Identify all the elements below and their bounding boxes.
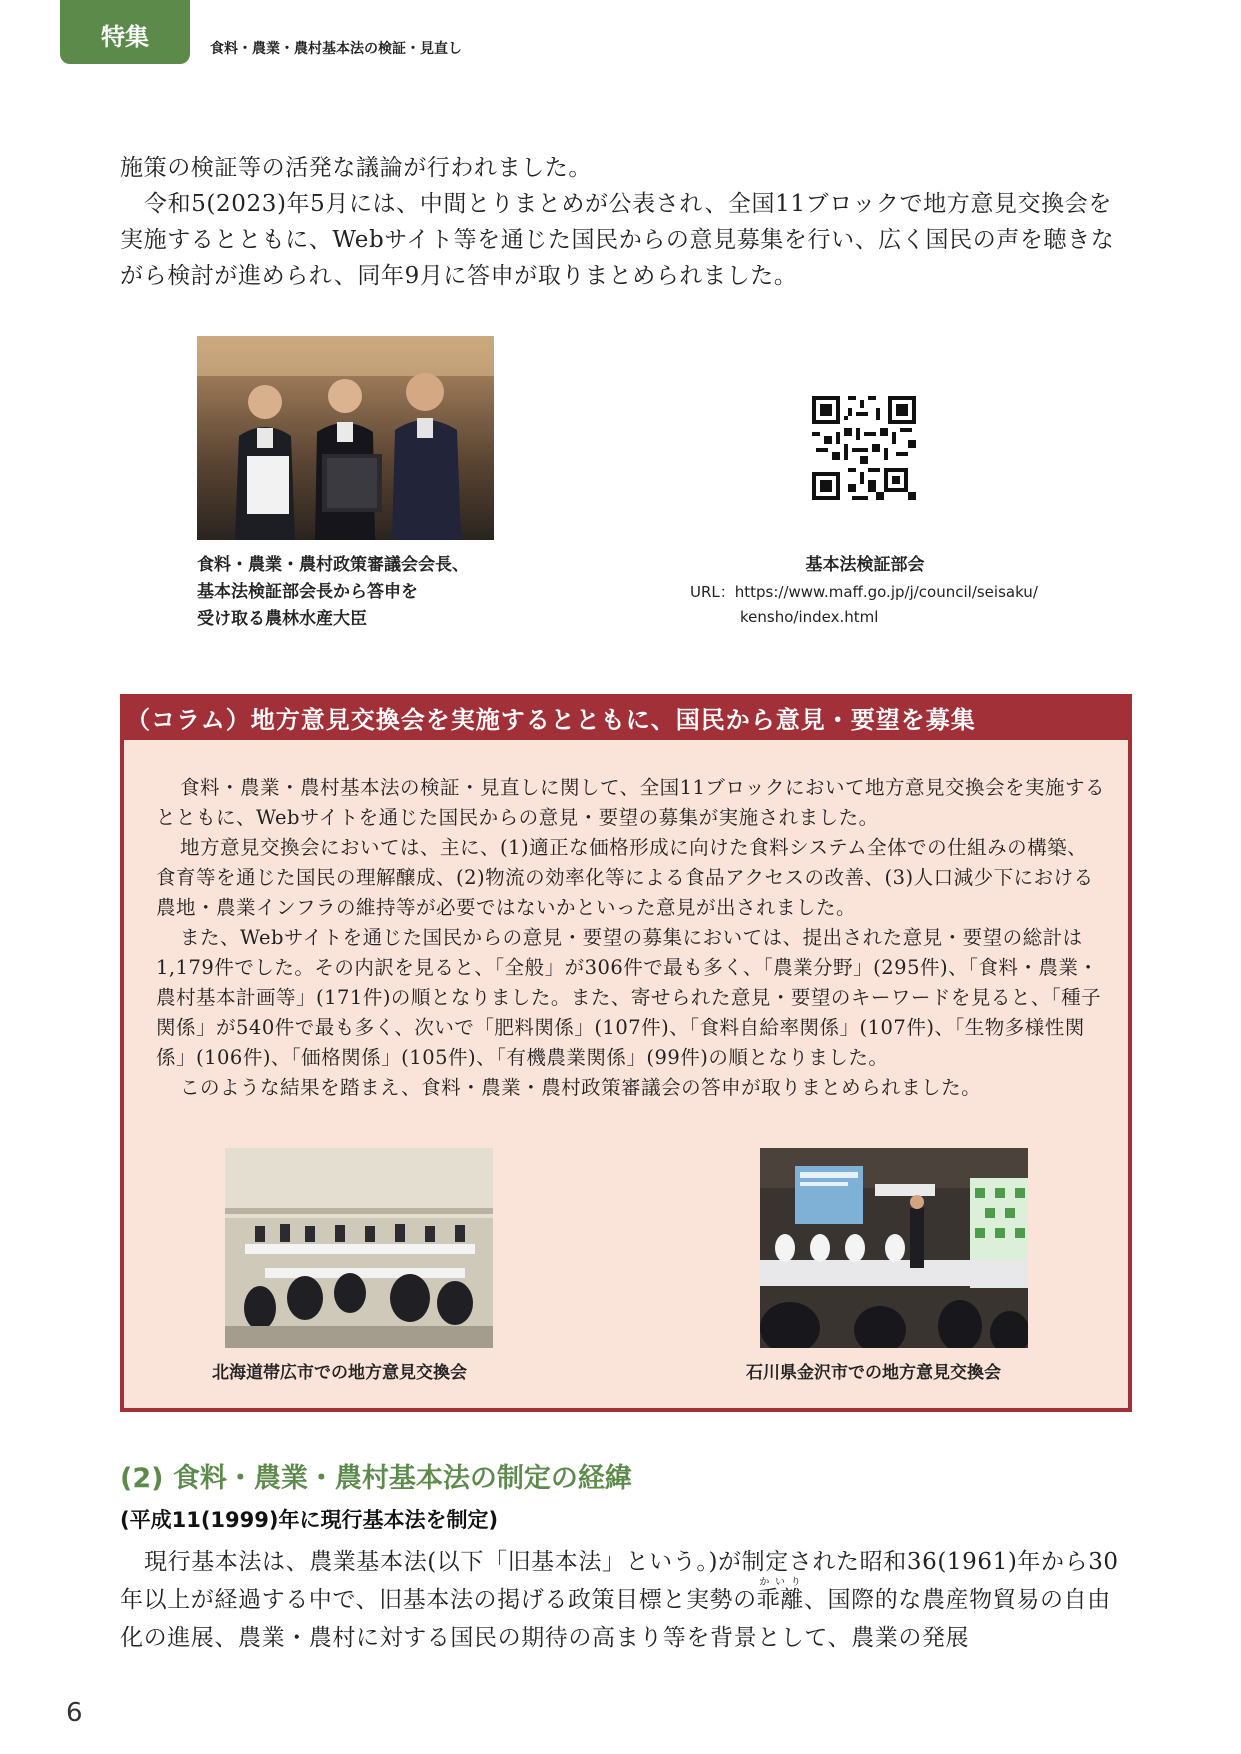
- column-paragraph-2: 地方意見交換会においては、主に、(1)適正な価格形成に向けた食料システム全体での仕組みの構築、食育等を通じた国民の理解醸成、(2)物流の効率化等による食品アクセスの改善、(3)人口減少下における農地・農業インフラの維持等が必要ではないかといった意見が出されました。: [156, 836, 1094, 919]
- ruby-reading: かいり: [756, 1577, 804, 1588]
- qr-title: 基本法検証部会: [805, 555, 925, 575]
- obihiro-meeting-photo: [225, 1148, 493, 1348]
- feature-tab-label: 特集: [101, 22, 149, 51]
- section-subheading: (平成11(1999)年に現行基本法を制定): [120, 1508, 499, 1532]
- qr-url[interactable]: [690, 580, 1050, 630]
- body-text-a: 現行基本法は、農業基本法(以下「旧基本法」という。)が制定された昭和36(1961)年から30年以上が経過する中で、旧基本法の掲げる政策目標と実勢の: [120, 1549, 1119, 1613]
- column-text: [156, 773, 1106, 1103]
- running-title: 食料・農業・農村基本法の検証・見直し: [210, 41, 462, 57]
- ceremony-caption: [197, 552, 469, 633]
- kanazawa-caption: 石川県金沢市での地方意見交換会: [746, 1363, 1001, 1383]
- column-paragraph-4: このような結果を踏まえ、食料・農業・農村政策審議会の答申が取りまとめられました。: [180, 1076, 982, 1099]
- column-paragraph-1: 食料・農業・農村基本法の検証・見直しに関して、全国11ブロックにおいて地方意見交換会を実施するとともに、Webサイトを通じた国民からの意見・要望の募集が実施されました。: [156, 776, 1106, 829]
- feature-tab: [60, 0, 190, 64]
- intro-paragraph-1: 施策の検証等の活発な議論が行われました。: [120, 155, 592, 181]
- obihiro-caption: 北海道帯広市での地方意見交換会: [212, 1363, 467, 1383]
- page-number: 6: [66, 1698, 83, 1728]
- caption-line: 受け取る農林水産大臣: [197, 609, 367, 629]
- caption-line: 基本法検証部会長から答申を: [197, 582, 418, 602]
- ceremony-photo: [197, 336, 494, 540]
- section-body: [120, 1543, 1120, 1657]
- column-heading: （コラム）地方意見交換会を実施するとともに、国民から意見・要望を募集: [120, 694, 1132, 740]
- ruby-base: 乖離: [756, 1587, 804, 1613]
- column-paragraph-3: また、Webサイトを通じた国民からの意見・要望の募集においては、提出された意見・要望の総計は1,179件でした。その内訳を見ると、「全般」が306件で最も多く、「農業分野」(295件)、「食料・農業・農村基本計画等」(171件)の順となりました。また、寄せられた意見・要望のキーワードを見ると、「種子関係」が540件で最も多く、次いで「肥料関係」(107件)、「食料自給率関係」(107件)、「生物多様性関係」(106件)、「価格関係」(105件)、「有機農業関係」(99件)の順となりました。: [156, 926, 1102, 1069]
- body-text-b: 、国際的な農産物貿易の自由化の進展、農業・農村に対する国民の期待の高まり等を背景として、農業の発展: [120, 1587, 1111, 1651]
- kanazawa-meeting-photo: [760, 1148, 1028, 1348]
- intro-paragraph-2: 令和5(2023)年5月には、中間とりまとめが公表され、全国11ブロックで地方意見交換会を実施するとともに、Webサイト等を通じた国民からの意見募集を行い、広く国民の声を聴きながら検討が進められ、同年9月に答申が取りまとめられました。: [120, 191, 1115, 289]
- url-line-2[interactable]: kensho/index.html: [740, 608, 879, 626]
- caption-line: 食料・農業・農村政策審議会会長、: [197, 555, 469, 575]
- section-paragraph: [120, 1543, 1120, 1657]
- intro-text: [120, 150, 1120, 294]
- url-line-1[interactable]: URL：https://www.maff.go.jp/j/council/seisaku/: [690, 583, 1038, 601]
- ruby-word: [756, 1577, 804, 1613]
- section-heading: (2) 食料・農業・農村基本法の制定の経緯: [120, 1463, 632, 1494]
- qr-code[interactable]: [812, 396, 916, 500]
